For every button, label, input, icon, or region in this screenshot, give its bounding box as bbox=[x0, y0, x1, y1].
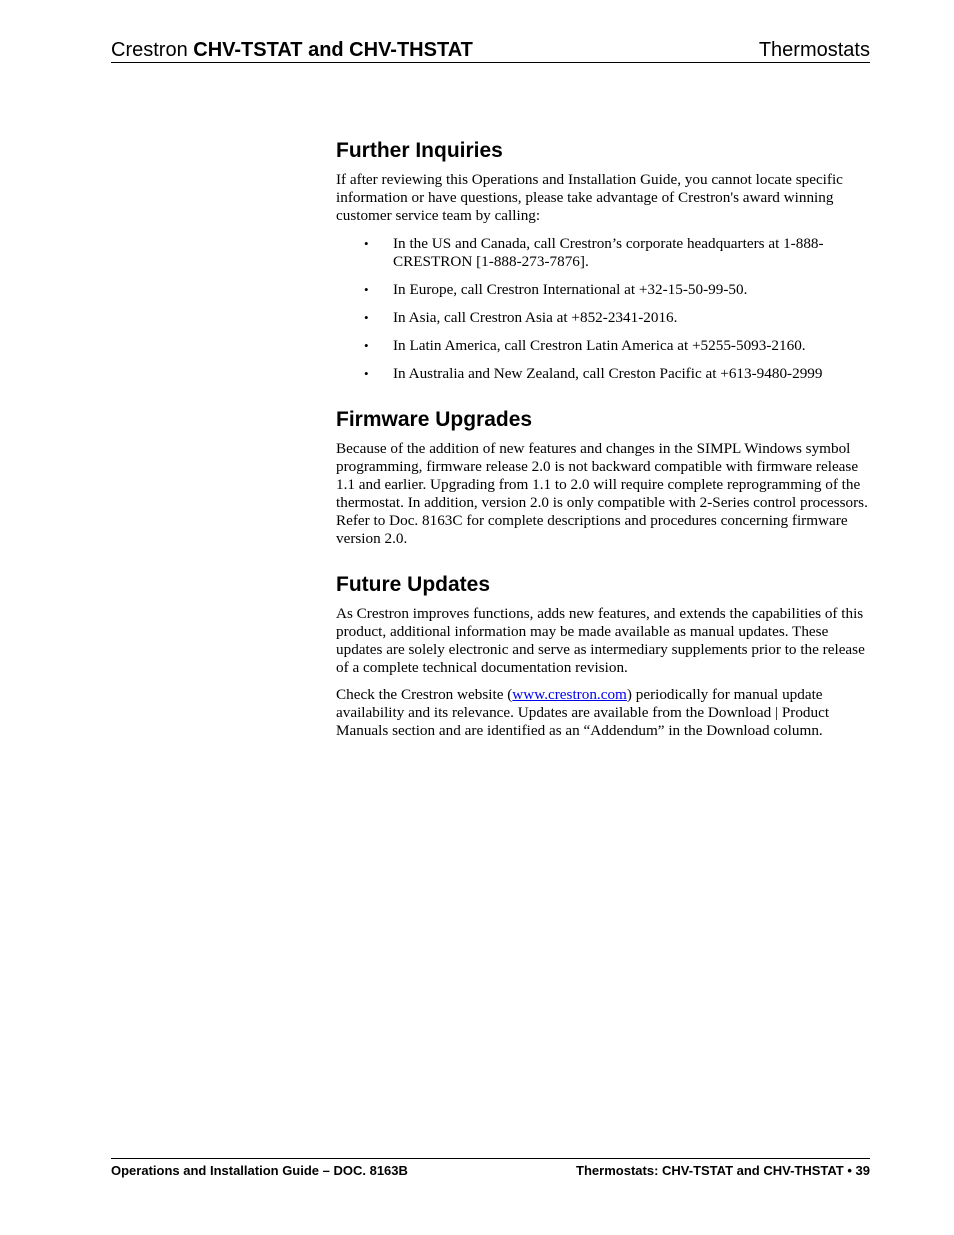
contact-list bbox=[336, 235, 870, 383]
bullet-icon: • bbox=[364, 282, 369, 297]
contact-item-europe bbox=[336, 281, 870, 299]
contact-item-latin-america bbox=[336, 337, 870, 355]
footer-doc-title: Operations and Installation Guide – DOC. 8163B bbox=[111, 1163, 408, 1178]
website-text-post: ) periodically for manual update availability and its relevance. Updates are available from the Download | Product Manuals section and are identified as an “Addendum” in the Download column. bbox=[336, 686, 830, 739]
future-updates-website-paragraph bbox=[336, 686, 870, 740]
header-section: Thermostats bbox=[758, 39, 870, 61]
contact-item-text: In Europe, call Crestron International at +32-15-50-99-50. bbox=[393, 281, 748, 298]
contact-item-text: In Latin America, call Crestron Latin America at +5255-5093-2160. bbox=[393, 337, 806, 354]
future-updates-body: As Crestron improves functions, adds new features, and extends the capabilities of this product, additional information may be made available as manual updates. These updates are solely electronic and serve as intermediary supplements prior to the release of a complete technical documentation revision. bbox=[336, 605, 865, 676]
bullet-icon: • bbox=[364, 310, 369, 325]
firmware-upgrades-heading: Firmware Upgrades bbox=[336, 408, 533, 431]
bullet-icon: • bbox=[364, 236, 369, 251]
page-footer bbox=[111, 1158, 870, 1178]
further-inquiries-heading: Further Inquiries bbox=[336, 139, 503, 162]
header-brand: Crestron bbox=[111, 39, 188, 61]
header-product: CHV-TSTAT and CHV-THSTAT bbox=[193, 39, 473, 61]
contact-item-text: In Australia and New Zealand, call Creston Pacific at +613-9480-2999 bbox=[393, 365, 823, 382]
contact-item-australia bbox=[336, 365, 870, 383]
contact-item-text: In Asia, call Crestron Asia at +852-2341-2016. bbox=[393, 309, 678, 326]
page-header bbox=[111, 38, 870, 63]
future-updates-heading: Future Updates bbox=[336, 573, 491, 596]
crestron-website-link[interactable]: www.crestron.com bbox=[512, 686, 627, 703]
footer-page-info: Thermostats: CHV-TSTAT and CHV-THSTAT • 39 bbox=[576, 1163, 870, 1178]
bullet-icon: • bbox=[364, 338, 369, 353]
main-content bbox=[336, 136, 870, 740]
header-title bbox=[111, 38, 473, 62]
contact-item-text: In the US and Canada, call Crestron’s corporate headquarters at 1-888-CRESTRON [1-888-273-7876]. bbox=[393, 235, 824, 270]
bullet-icon: • bbox=[364, 366, 369, 381]
contact-item-us bbox=[336, 235, 870, 271]
contact-item-asia bbox=[336, 309, 870, 327]
website-text-pre: Check the Crestron website ( bbox=[336, 686, 513, 703]
further-inquiries-intro: If after reviewing this Operations and Installation Guide, you cannot locate specific information or have questions, please take advantage of Crestron's award winning customer service team by calling: bbox=[336, 171, 843, 224]
firmware-upgrades-body: Because of the addition of new features and changes in the SIMPL Windows symbol programming, firmware release 2.0 is not backward compatible with firmware release 1.1 and earlier. Upgrading from 1.1 to 2.0 will require complete reprogramming of the thermostat. In addition, version 2.0 is only compatible with 2-Series control processors. Refer to Doc. 8163C for complete descriptions and procedures concerning firmware version 2.0. bbox=[336, 440, 868, 547]
